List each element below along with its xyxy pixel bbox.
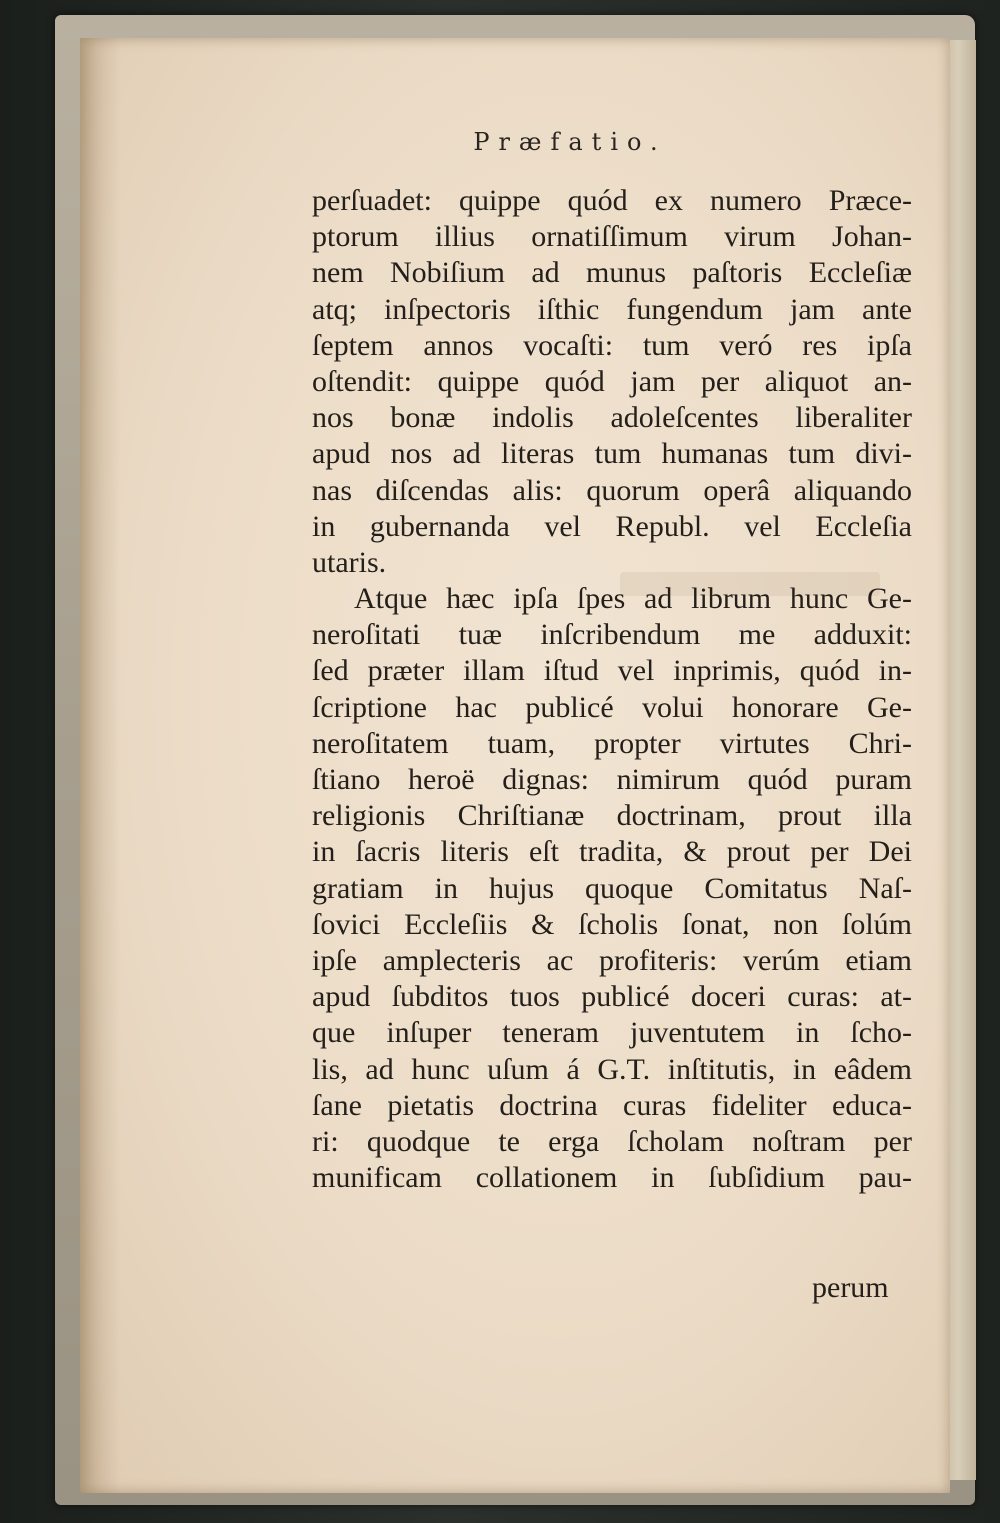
text-line: lis, ad hunc uſum á G.T. inſtitutis, in eâdem	[312, 1052, 912, 1086]
text-line: nas diſcendas alis: quorum operâ aliquando	[312, 473, 912, 507]
text-line: munificam collationem in ſubſidium pau-	[312, 1161, 912, 1195]
text-line: ſeptem annos vocaſti: tum veró res ipſa	[312, 328, 912, 362]
text-line: ipſe amplecteris ac profiteris: verúm etiam	[312, 943, 912, 977]
text-line: perſuadet: quippe quód ex numero Præce-	[312, 184, 912, 217]
text-line: ſtiano heroë dignas: nimirum quód puram	[312, 763, 912, 796]
text-line: apud ſubditos tuos publicé doceri curas: at-	[312, 980, 912, 1014]
text-line: ptorum illius ornatiſſimum virum Johan-	[312, 220, 912, 254]
text-line: oſtendit: quippe quód jam per aliquot an-	[312, 364, 912, 398]
text-line: religionis Chriſtianæ doctrinam, prout illa	[312, 799, 912, 833]
text-line: nem Nobiſium ad munus paſtoris Eccleſiæ	[312, 256, 912, 290]
text-line: utaris.	[312, 545, 387, 579]
running-header: Præfatio.	[473, 128, 667, 156]
text-line: nos bonæ indolis adoleſcentes liberaliter	[312, 401, 912, 435]
body-text	[312, 183, 912, 1196]
text-line: apud nos ad literas tum humanas tum divi-	[312, 437, 912, 471]
text-line: atq; inſpectoris iſthic fungendum jam ante	[312, 292, 912, 326]
text-line: neroſitati tuæ inſcribendum me adduxit:	[312, 618, 912, 652]
page-gutter-shadow	[80, 38, 120, 1493]
text-line: ri: quodque te erga ſcholam noſtram per	[312, 1124, 912, 1158]
text-line: que inſuper teneram juventutem in ſcho-	[312, 1016, 912, 1050]
text-line: neroſitatem tuam, propter virtutes Chri-	[312, 726, 912, 760]
text-line: gratiam in hujus quoque Comitatus Naſ-	[312, 871, 912, 905]
text-line: ſed præter illam iſtud vel inprimis, quód in-	[312, 654, 912, 688]
text-line: in gubernanda vel Republ. vel Eccleſia	[312, 509, 912, 543]
catchword: perum	[812, 1271, 889, 1304]
text-line: Atque hæc ipſa ſpes ad librum hunc Ge-	[354, 582, 912, 616]
text-line: ſcriptione hac publicé volui honorare Ge-	[312, 690, 912, 724]
text-line: ſovici Eccleſiis & ſcholis ſonat, non ſolúm	[312, 907, 912, 941]
text-line: in ſacris literis eſt tradita, & prout per Dei	[312, 835, 912, 869]
text-line: ſane pietatis doctrina curas fideliter educa-	[312, 1088, 912, 1122]
